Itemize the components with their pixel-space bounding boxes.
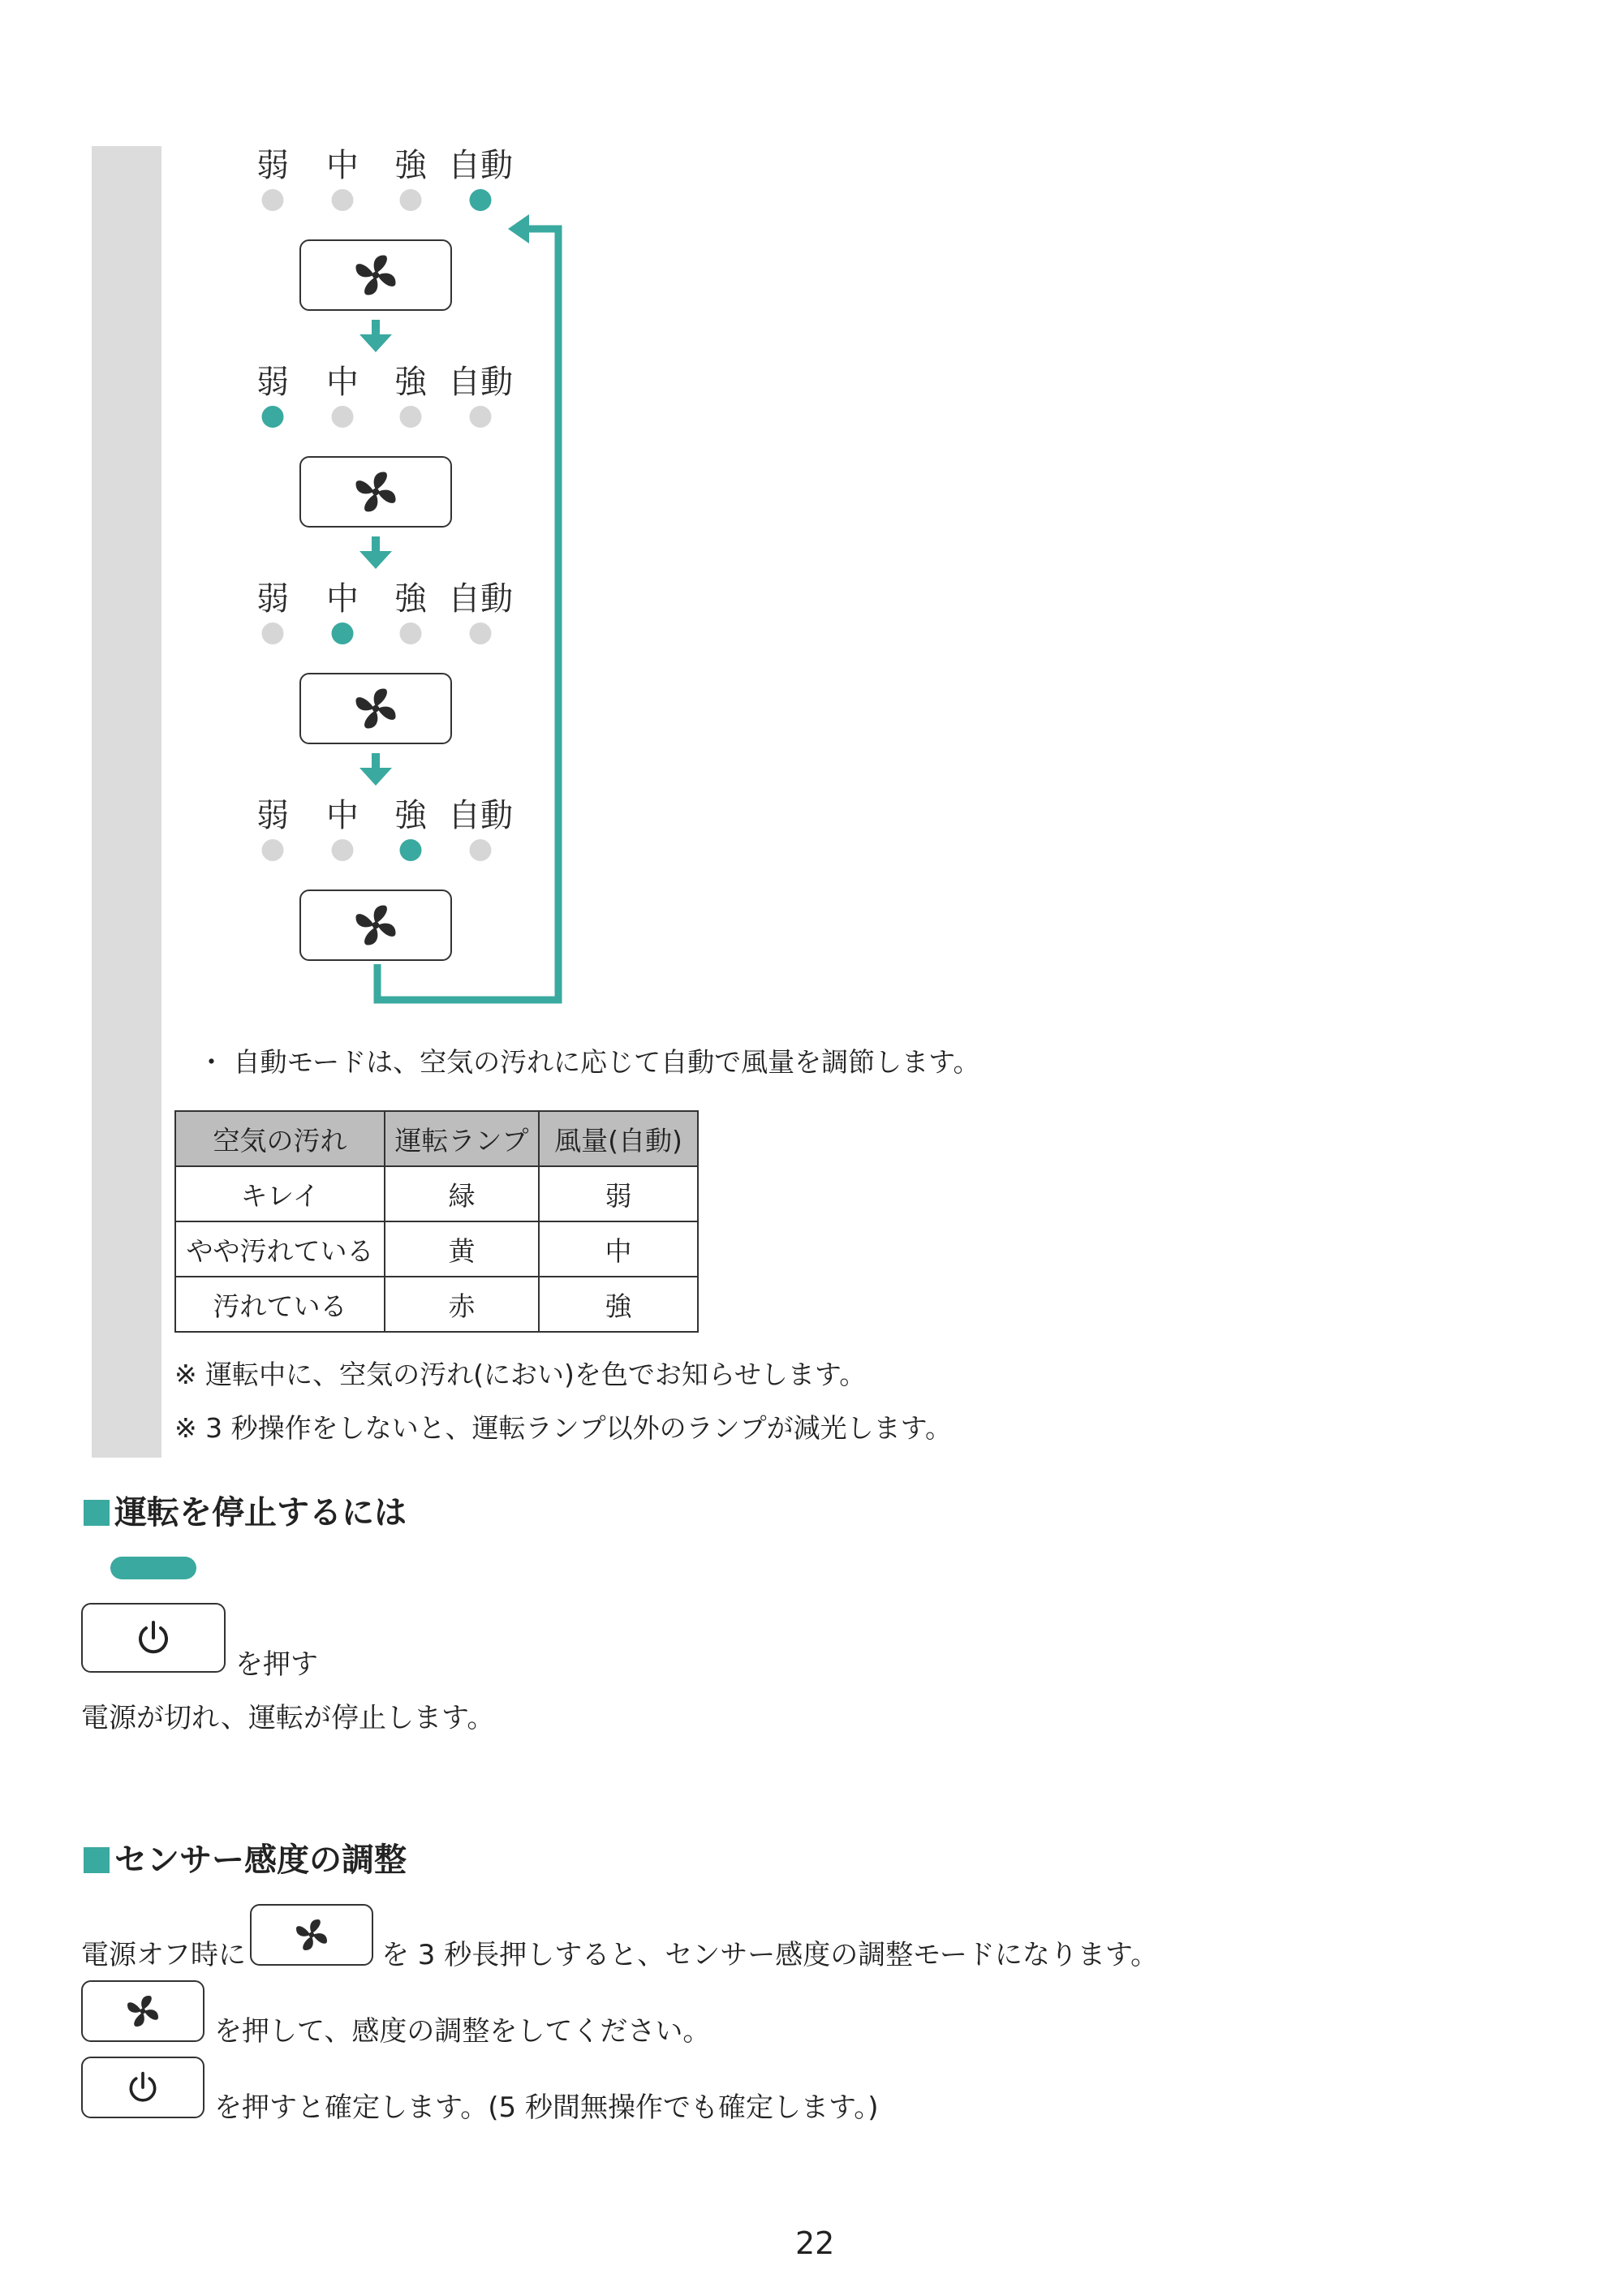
level-label: 自動	[448, 580, 513, 618]
heading-marker	[84, 1847, 110, 1873]
power-button[interactable]	[81, 2057, 204, 2118]
level-label: 強	[394, 147, 427, 184]
table-header: 空気の汚れ	[175, 1111, 385, 1166]
fan-icon	[123, 1992, 162, 2031]
level-label: 強	[394, 364, 427, 401]
air-quality-table	[174, 1110, 699, 1333]
heading-marker	[84, 1500, 110, 1526]
sensor-line2: を押して、感度の調整をしてください。	[214, 2015, 711, 2048]
table-cell: 黄	[385, 1221, 539, 1277]
level-label: 自動	[448, 797, 513, 834]
fan-button[interactable]	[250, 1904, 373, 1966]
table-header-row	[175, 1111, 698, 1166]
stop-section-heading	[84, 1492, 407, 1534]
cycle-return-arrow	[0, 0, 1623, 1055]
table-cell: 緑	[385, 1166, 539, 1221]
table-row	[175, 1277, 698, 1332]
table-cell: 赤	[385, 1277, 539, 1332]
table-cell: キレイ	[175, 1166, 385, 1221]
level-label: 中	[326, 364, 359, 401]
level-label: 中	[326, 797, 359, 834]
table-row	[175, 1221, 698, 1277]
power-icon	[125, 2070, 161, 2105]
sensor-section-heading	[84, 1839, 407, 1881]
fan-button[interactable]	[81, 1980, 204, 2042]
sensor-line1-after: を 3 秒長押しすると、センサー感度の調整モードになります。	[381, 1939, 1159, 1971]
power-button[interactable]	[81, 1603, 226, 1673]
note-dimming: ※ 3 秒操作をしないと、運転ランプ以外のランプが減光します。	[174, 1412, 952, 1444]
sensor-heading-text: センサー感度の調整	[114, 1842, 407, 1879]
stop-result-text: 電源が切れ、運転が停止します。	[81, 1702, 495, 1734]
level-label: 強	[394, 580, 427, 618]
table-row	[175, 1166, 698, 1221]
note-color-indicator: ※ 運転中に、空気の汚れ(におい)を色でお知らせします。	[174, 1359, 867, 1390]
accent-pill	[110, 1557, 196, 1579]
table-cell: 中	[539, 1221, 698, 1277]
level-label: 強	[394, 797, 427, 834]
stop-heading-text: 運転を停止するには	[114, 1494, 407, 1531]
level-label: 中	[326, 147, 359, 184]
table-cell: 弱	[539, 1166, 698, 1221]
level-label: 弱	[256, 364, 289, 401]
level-label: 自動	[448, 364, 513, 401]
page-number: 22	[795, 2225, 835, 2261]
sensor-line3: を押すと確定します。(5 秒間無操作でも確定します。)	[214, 2091, 879, 2124]
table-cell: 汚れている	[175, 1277, 385, 1332]
sensor-line1-before: 電源オフ時に	[81, 1939, 246, 1971]
auto-mode-note: ・ 自動モードは、空気の汚れに応じて自動で風量を調節します。	[198, 1046, 980, 1078]
level-label: 弱	[256, 580, 289, 618]
level-label: 弱	[256, 147, 289, 184]
level-label: 弱	[256, 797, 289, 834]
table-header: 運転ランプ	[385, 1111, 539, 1166]
table-header: 風量(自動)	[539, 1111, 698, 1166]
level-label: 自動	[448, 147, 513, 184]
table-cell: やや汚れている	[175, 1221, 385, 1277]
power-icon	[134, 1618, 173, 1657]
table-cell: 強	[539, 1277, 698, 1332]
level-label: 中	[326, 580, 359, 618]
press-label: を押す	[235, 1648, 318, 1681]
fan-icon	[292, 1915, 331, 1954]
